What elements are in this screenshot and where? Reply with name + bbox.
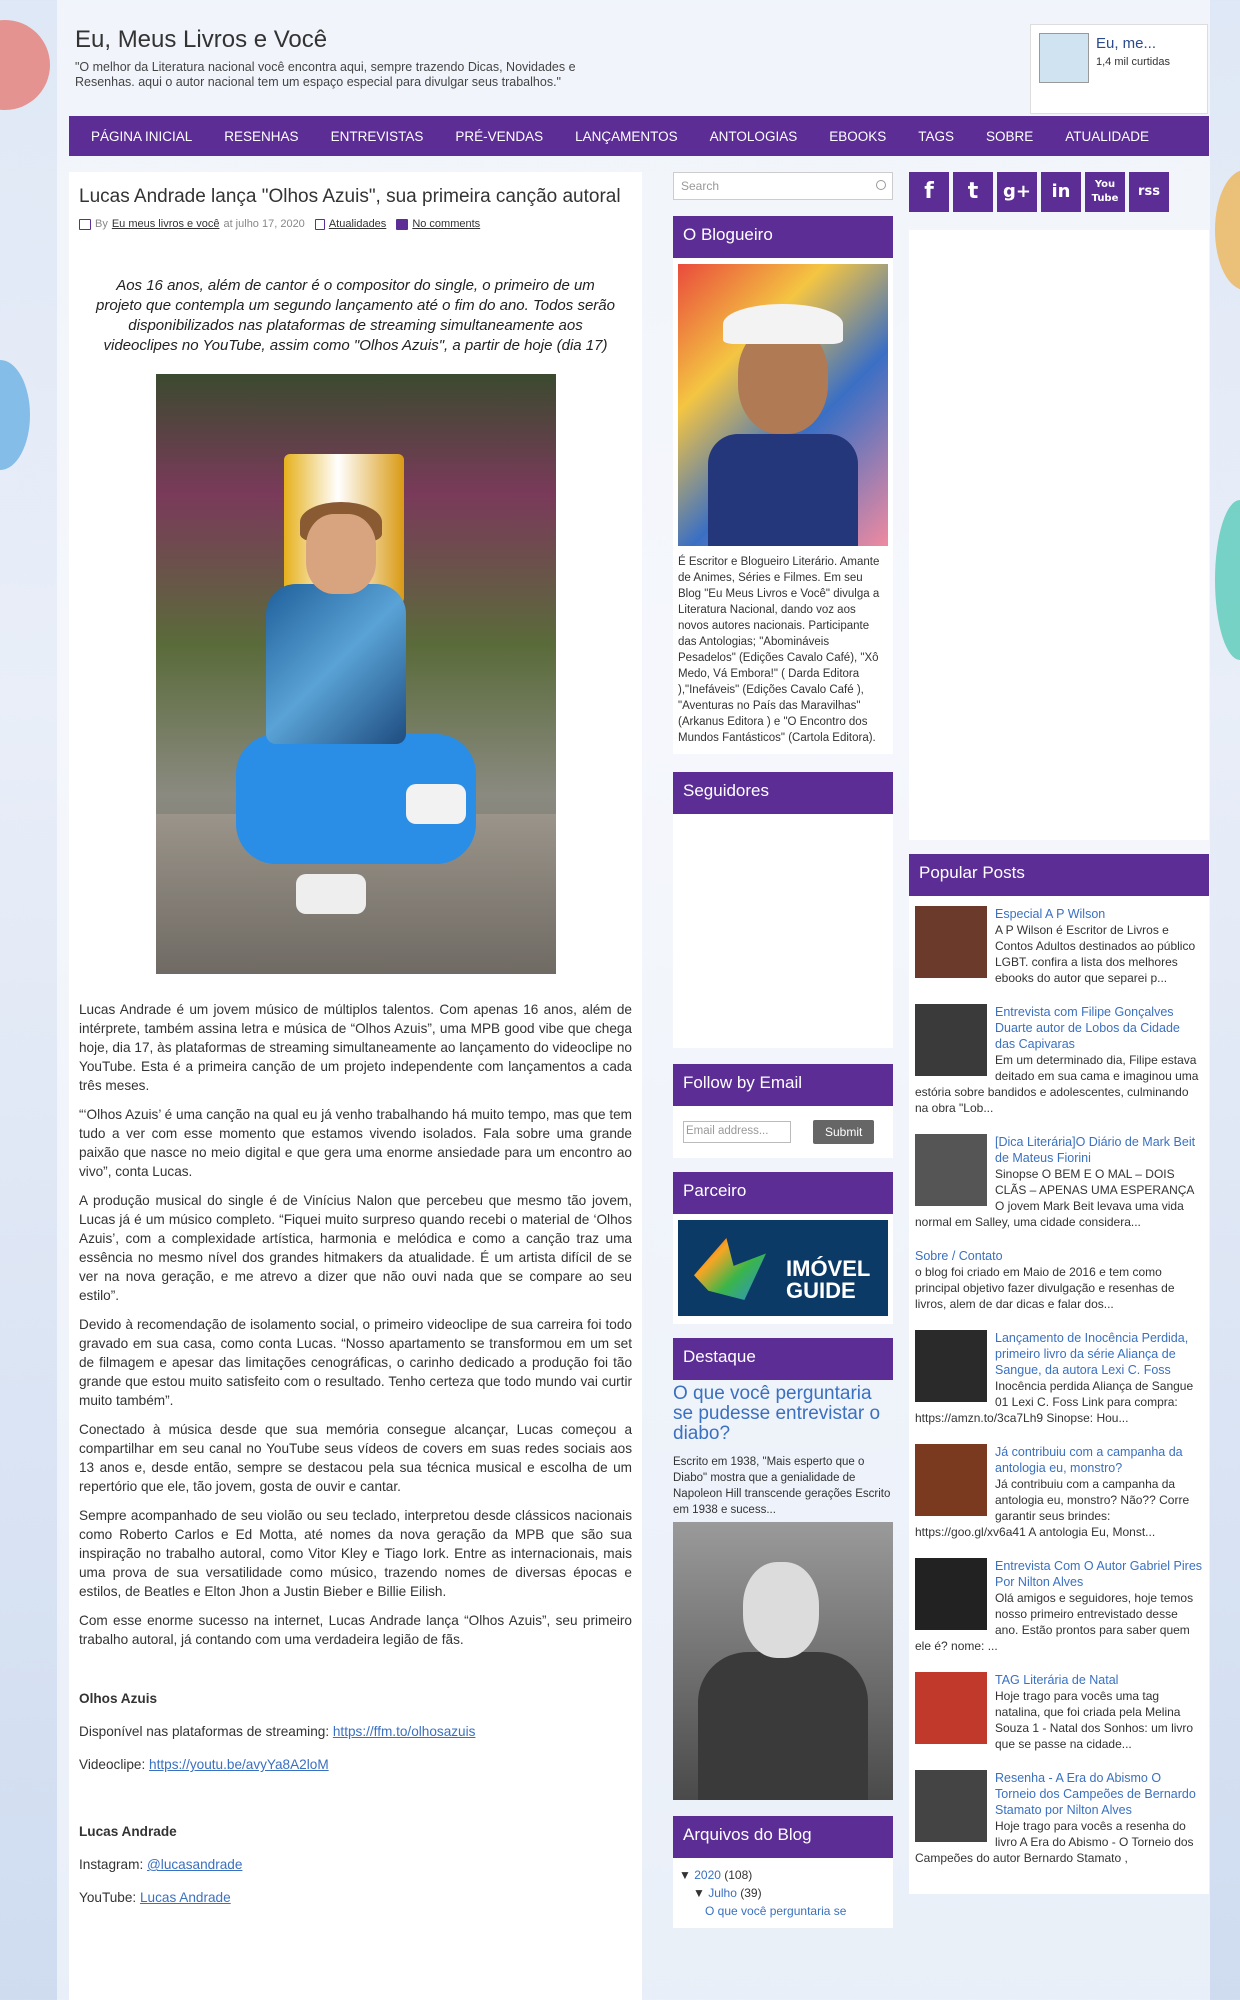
- instagram-label: Instagram:: [79, 1857, 147, 1872]
- popular-post-snippet: Hoje trago para vocês a resenha do livro A Era do Abismo - O Torneio dos Campeões do autor Bernardo Stamato ,: [915, 1819, 1194, 1865]
- facebook-page-name[interactable]: Eu, me...: [1096, 35, 1157, 52]
- nav-item-sobre[interactable]: SOBRE: [986, 128, 1034, 144]
- song-heading: Olhos Azuis: [79, 1691, 158, 1706]
- search-input[interactable]: [673, 172, 893, 200]
- post-author-link[interactable]: Eu meus livros e você: [111, 218, 220, 230]
- videoclip-line: [79, 1757, 632, 1772]
- email-field[interactable]: Email address...: [683, 1121, 791, 1143]
- background-bubble: [1215, 500, 1240, 660]
- destaque-widget: [673, 1338, 893, 1800]
- google-plus-icon[interactable]: g+: [997, 172, 1037, 212]
- videoclip-label: Videoclipe:: [79, 1757, 150, 1772]
- popular-post-title[interactable]: Entrevista com Filipe Gonçalves Duarte autor de Lobos da Cidade das Capivaras: [995, 1005, 1180, 1051]
- nav-item-antologias[interactable]: ANTOLOGIAS: [709, 128, 798, 144]
- post-body: [79, 1000, 632, 1649]
- facebook-page-avatar: [1039, 33, 1089, 83]
- popular-post-snippet: Olá amigos e seguidores, hoje temos nosso primeiro entrevistado desse ano. Estão prontos para saber quem ele é? nome: ...: [915, 1591, 1194, 1653]
- popular-post-thumbnail[interactable]: [915, 1134, 987, 1206]
- twitter-icon[interactable]: t: [953, 172, 993, 212]
- post-meta: [79, 218, 632, 230]
- popular-post-snippet: Inocência perdida Aliança de Sangue 01 Lexi C. Foss Link para compra: https://amzn.to/3ca7Lh9 Sinopse: Hou...: [915, 1379, 1194, 1425]
- widget-title-popular-posts: Popular Posts: [909, 854, 1209, 896]
- popular-post-thumbnail[interactable]: [915, 1770, 987, 1842]
- background-bubble: [1215, 170, 1240, 290]
- popular-post-thumbnail[interactable]: [915, 1672, 987, 1744]
- archive-month-row: [679, 1884, 887, 1902]
- post-paragraph: Devido à recomendação de isolamento social, o primeiro videoclipe de sua carreira foi todo gravado em sua casa, como conta Lucas. “Nosso apartamento se transformou em um set de filmagem e apesar das limitações cenográficas, o carinho dedicado a produção foi tão grande que estou muito satisfeito com o resultado. Tenho certeza que todo mundo vai curtir muito também”.: [79, 1317, 632, 1408]
- post-date: at julho 17, 2020: [223, 218, 305, 230]
- nav-item-ebooks[interactable]: EBOOKS: [829, 128, 887, 144]
- popular-post-title[interactable]: Especial A P Wilson: [995, 907, 1106, 921]
- email-submit-button[interactable]: Submit: [813, 1120, 874, 1144]
- facebook-icon[interactable]: f: [909, 172, 949, 212]
- archive-expand-icon[interactable]: ▼: [693, 1886, 709, 1900]
- youtube-icon[interactable]: You Tube: [1085, 172, 1125, 212]
- popular-post-snippet: Hoje trago para vocês uma tag natalina, que foi criada pela Melina Souza 1 - Natal dos Sonhos: um livro que se passe na cidade...: [995, 1689, 1194, 1751]
- facebook-page-likes: 1,4 mil curtidas: [1096, 56, 1170, 68]
- popular-post: [915, 906, 1203, 986]
- nav-item-entrevistas[interactable]: ENTREVISTAS: [330, 128, 424, 144]
- popular-post-title[interactable]: Resenha - A Era do Abismo O Torneio dos Campeões de Bernardo Stamato por Nilton Alves: [995, 1771, 1196, 1817]
- popular-post: [915, 1444, 1203, 1540]
- archive-year-row: [679, 1866, 887, 1884]
- post-comments-link[interactable]: No comments: [412, 218, 481, 230]
- post-title[interactable]: Lucas Andrade lança "Olhos Azuis", sua primeira canção autoral: [79, 186, 621, 207]
- popular-post: [915, 1004, 1203, 1116]
- post-paragraph: “‘Olhos Azuis’ é uma canção na qual eu já venho trabalhando há muito tempo, mas que tem tudo a ver com esse momento que estamos vivendo isolados. Fala sobre uma grande paixão que nasce no meio digital e que gera uma enorme ansiedade para um encontro ao vivo”, conta Lucas.: [79, 1107, 632, 1179]
- popular-post: [915, 1134, 1203, 1230]
- popular-post-snippet: Em um determinado dia, Filipe estava deitado em sua cama e imaginou uma estória sobre bandidos e adolescentes, culminando na obra "Lob...: [915, 1053, 1199, 1115]
- streaming-line: [79, 1724, 632, 1739]
- popular-post-snippet: Já contribuiu com a campanha da antologia eu, monstro? Não?? Corre garantir seus brindes: https://goo.gl/xv6a41 A antologia Eu, Monst...: [915, 1477, 1190, 1539]
- right-empty-widget: [909, 230, 1209, 840]
- destaque-post-title[interactable]: O que você perguntaria se pudesse entrevistar o diabo?: [673, 1383, 881, 1444]
- popular-post-thumbnail[interactable]: [915, 1444, 987, 1516]
- widget-title-destaque: Destaque: [673, 1338, 893, 1380]
- popular-post-title[interactable]: [Dica Literária]O Diário de Mark Beit de Mateus Fiorini: [995, 1135, 1196, 1165]
- popular-post-thumbnail[interactable]: [915, 906, 987, 978]
- widget-title-blogueiro: O Blogueiro: [673, 216, 893, 258]
- archive-post-link[interactable]: O que você perguntaria se: [705, 1904, 847, 1918]
- post-paragraph: Sempre acompanhado de seu violão ou seu teclado, interpretou desde clássicos nacionais como Roberto Carlos e Ed Motta, até nomes da nova geração da MPB que são sua inspiração no trabalho autoral, como Vitor Kley e Tiago Iork. Entre as internacionais, mais uma prova de sua versatilidade como músico, trazendo nomes de diversas épocas e estilos, de Beatles e Elton Jhon a Justin Bieber e Billie Eilish.: [79, 1508, 632, 1599]
- comment-icon: [396, 219, 408, 230]
- popular-post-thumbnail[interactable]: [915, 1330, 987, 1402]
- blogger-widget: [673, 216, 893, 754]
- right-sidebar: [909, 172, 1209, 1894]
- widget-title-seguidores: Seguidores: [673, 772, 893, 814]
- popular-post-snippet: A P Wilson é Escritor de Livros e Contos Adultos destinados ao público LGBT. confira a lista dos melhores ebooks do autor que separei p...: [995, 923, 1196, 985]
- popular-post: [915, 1770, 1203, 1866]
- archive-expand-icon[interactable]: ▼: [679, 1868, 695, 1882]
- popular-post-title[interactable]: Já contribuiu com a campanha da antologia eu, monstro?: [995, 1445, 1183, 1475]
- popular-post-title[interactable]: Sobre / Contato: [915, 1249, 1003, 1263]
- popular-post-title[interactable]: TAG Literária de Natal: [995, 1673, 1119, 1687]
- popular-post-thumbnail[interactable]: [915, 1558, 987, 1630]
- background-bubble: [0, 20, 50, 110]
- archive-year-count: (108): [724, 1868, 753, 1882]
- site-title[interactable]: Eu, Meus Livros e Você: [75, 26, 328, 53]
- post-photo: [156, 374, 556, 974]
- post-paragraph: Conectado à música desde que sua memória consegue alcançar, Lucas começou a compartilhar em seu canal no YouTube seus vídeos de covers em suas redes sociais aos 13 anos e, desde então, sempre se destacou pela sua técnica musical e escolha de um repertório que ele, tão jovem, gosta de ouvir e cantar.: [79, 1422, 632, 1494]
- youtube-label: YouTube:: [79, 1890, 140, 1905]
- rss-icon[interactable]: rss: [1129, 172, 1169, 212]
- linkedin-icon[interactable]: in: [1041, 172, 1081, 212]
- streaming-label: Disponível nas plataformas de streaming:: [79, 1724, 333, 1739]
- popular-post: [915, 1672, 1203, 1752]
- site-description: "O melhor da Literatura nacional você encontra aqui, sempre trazendo Dicas, Novidades e Resenhas. aqui o autor nacional tem um espaço especial para divulgar seus trabalhos.": [75, 60, 576, 89]
- archive-year-link[interactable]: 2020: [694, 1868, 721, 1882]
- middle-sidebar: [673, 172, 893, 1928]
- partner-widget: [673, 1172, 893, 1324]
- post-meta-by: By: [95, 218, 108, 230]
- instagram-line: [79, 1857, 632, 1872]
- blog-post: [69, 172, 642, 2000]
- popular-post-thumbnail[interactable]: [915, 1004, 987, 1076]
- nav-item-lancamentos[interactable]: LANÇAMENTOS: [575, 128, 678, 144]
- nav-item-pre-vendas[interactable]: PRÉ-VENDAS: [455, 128, 544, 144]
- archive-month-link[interactable]: Julho: [708, 1886, 737, 1900]
- videoclip-link[interactable]: https://youtu.be/avyYa8A2loM: [149, 1757, 329, 1772]
- calendar-icon: [79, 219, 91, 230]
- partner-logo-line1: IMÓVEL: [786, 1256, 871, 1281]
- blogger-bio: É Escritor e Blogueiro Literário. Amante de Animes, Séries e Filmes. Em seu Blog "Eu Meus Livros e Você" divulga a Literatura Nacional, dando voz aos novos autores nacionais. Participante das Antologias; "Abomináveis Pesadelos" (Edições Cavalo Café), "Xô Medo, Vá Embora!" ( Darda Editora ),"Inefáveis" (Edições Cavalo Café ), "Aventuras no País das Maravilhas" (Arkanus Editora ) e "O Encontro dos Mundos Fantásticos" (Cartola Editora).: [678, 556, 880, 744]
- archive-month-count: (39): [740, 1886, 762, 1900]
- youtube-link[interactable]: Lucas Andrade: [139, 1890, 231, 1905]
- artist-heading: Lucas Andrade: [79, 1824, 177, 1839]
- popular-post-snippet: o blog foi criado em Maio de 2016 e tem como principal objetivo fazer divulgação e resenhas de livros, alem de dar dicas e falar dos...: [915, 1265, 1175, 1311]
- background-bubble: [0, 360, 30, 470]
- partner-bird-logo: [694, 1238, 766, 1300]
- nav-item-tags[interactable]: TAGS: [918, 128, 954, 144]
- post-paragraph: Lucas Andrade é um jovem músico de múltiplos talentos. Com apenas 16 anos, além de intérprete, também assina letra e música de “Olhos Azuis”, uma MPB good vibe que chega hoje, dia 17, às plataformas de streaming simultaneamente ao lançamento do videoclipe no YouTube. Esta é a primeira canção de um projeto independente com lançamentos a cada três meses.: [79, 1002, 632, 1093]
- destaque-photo: [673, 1522, 893, 1800]
- popular-post-title[interactable]: Entrevista Com O Autor Gabriel Pires Por Nilton Alves: [995, 1559, 1203, 1589]
- post-label-link[interactable]: Atualidades: [328, 218, 387, 230]
- main-navigation: [69, 116, 1209, 156]
- followers-widget: [673, 772, 893, 1048]
- search-placeholder: Search: [681, 179, 720, 193]
- widget-title-parceiro: Parceiro: [673, 1172, 893, 1214]
- youtube-line: [79, 1890, 632, 1905]
- nav-item-resenhas[interactable]: RESENHAS: [224, 128, 299, 144]
- label-icon: [315, 219, 325, 230]
- blogger-photo: [678, 264, 888, 546]
- popular-post: [915, 1558, 1203, 1654]
- popular-post: [915, 1330, 1203, 1426]
- nav-item-home[interactable]: PÁGINA INICIAL: [91, 128, 193, 144]
- post-lead: Aos 16 anos, além de cantor é o compositor do single, o primeiro de um projeto que contempla um segundo lançamento até o fim do ano. Todos serão disponibilizados nas plataformas de streaming simultaneamente aos videoclipes no YouTube, assim como "Olhos Azuis", a partir de hoje (dia 17): [96, 277, 615, 354]
- site-header: [75, 26, 595, 90]
- widget-title-follow-email: Follow by Email: [673, 1064, 893, 1106]
- popular-post-snippet: Sinopse O BEM E O MAL – DOIS CLÃS – APENAS UMA ESPERANÇA O jovem Mark Beit levava uma vida normal em Salley, uma cidade considera...: [915, 1167, 1194, 1229]
- social-icons: [909, 172, 1209, 224]
- instagram-link[interactable]: @lucasandrade: [147, 1857, 243, 1872]
- nav-item-atualidade[interactable]: ATUALIDADE: [1065, 128, 1150, 144]
- follow-by-email-widget: [673, 1064, 893, 1158]
- partner-logo[interactable]: [678, 1220, 888, 1316]
- post-paragraph: A produção musical do single é de Vinícius Nalon que percebeu que mesmo tão jovem, Lucas já é um músico completo. “Fiquei muito surpreso quando recebi o material de ‘Olhos Azuis’, com a complexidade artística, harmonia e melódica e como a canção traz uma essência no mesmo nível dos grandes hitmakers da atualidade. É um artista difícil de se ver na nova geração, e me atrevo a dizer que não ouvi nada que se compare ao seu estilo”.: [79, 1193, 632, 1303]
- destaque-snippet: Escrito em 1938, "Mais esperto que o Diabo" mostra que a genialidade de Napoleon Hill transcende gerações Escrito em 1938 e sucess...: [673, 1456, 891, 1516]
- streaming-link[interactable]: https://ffm.to/olhosazuis: [332, 1724, 476, 1739]
- post-paragraph: Com esse enorme sucesso na internet, Lucas Andrade lança “Olhos Azuis”, seu primeiro trabalho autoral, já contando com uma verdadeira legião de fãs.: [79, 1613, 632, 1647]
- widget-title-arquivos: Arquivos do Blog: [673, 1816, 893, 1858]
- popular-post-title[interactable]: Lançamento de Inocência Perdida, primeiro livro da série Aliança de Sangue, da autora Lexi C. Foss: [995, 1331, 1189, 1377]
- facebook-page-widget[interactable]: [1030, 24, 1208, 114]
- search-icon[interactable]: [876, 180, 886, 190]
- popular-post: [915, 1248, 1203, 1312]
- archive-widget: [673, 1816, 893, 1928]
- partner-logo-line2: GUIDE: [786, 1278, 856, 1303]
- popular-posts-list: [909, 896, 1209, 1894]
